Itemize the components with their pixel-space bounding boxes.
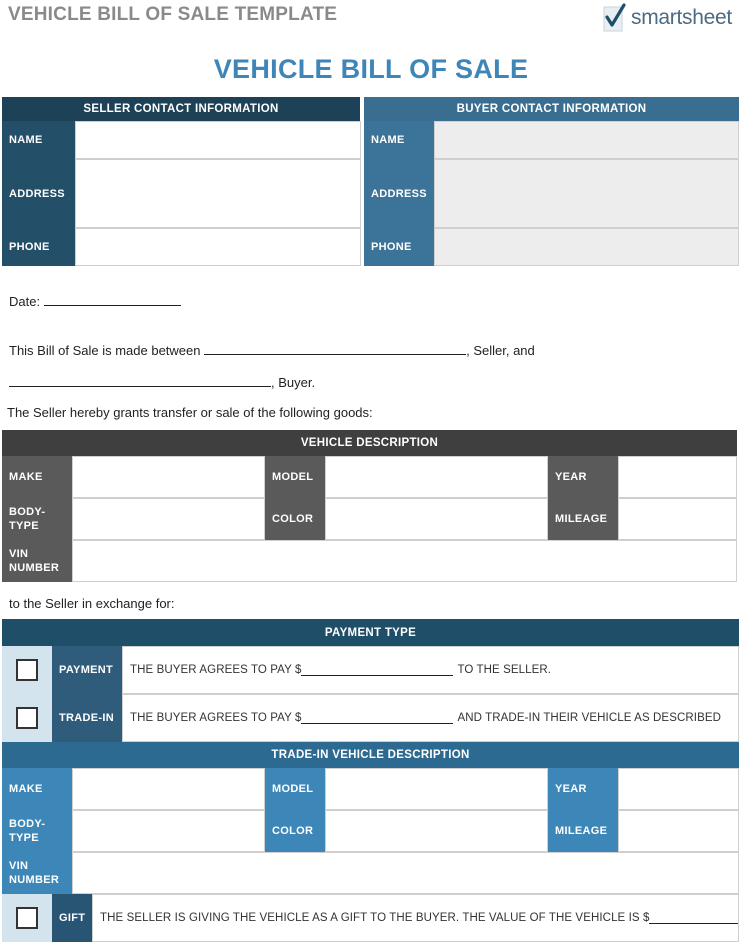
vehicle-year-field[interactable] (618, 456, 737, 498)
vehicle-color-label: COLOR (265, 498, 325, 540)
tradein-body-type-label (2, 810, 72, 852)
buyer-line (9, 374, 315, 390)
buyer-address-field[interactable] (434, 159, 739, 228)
seller-name-label: NAME (2, 121, 75, 159)
tradein-vin-label-line1: VIN (9, 860, 29, 872)
tradein-make-label: MAKE (2, 768, 72, 810)
vehicle-vin-label-line2: NUMBER (9, 562, 60, 574)
vehicle-color-field[interactable] (325, 498, 548, 540)
tradein-body-type-label-line1: BODY- (9, 818, 46, 830)
payment-text-b: TO THE SELLER. (457, 664, 552, 676)
vehicle-make-field[interactable] (72, 456, 265, 498)
seller-name-field[interactable] (75, 121, 361, 159)
vehicle-year-label: YEAR (548, 456, 618, 498)
buyer-name-label: NAME (364, 121, 434, 159)
date-label: Date: (9, 294, 41, 309)
buyer-name-blank[interactable] (9, 374, 271, 387)
payment-checkbox-cell (2, 646, 52, 694)
tradein-text-b: AND TRADE-IN THEIR VEHICLE AS DESCRIBED (457, 712, 722, 724)
tradein-model-label: MODEL (265, 768, 325, 810)
tradein-vin-label-line2: NUMBER (9, 874, 60, 886)
vehicle-vin-field[interactable] (72, 540, 737, 582)
buyer-name-field[interactable] (434, 121, 739, 159)
seller-name-blank[interactable] (204, 342, 466, 355)
tradein-label: TRADE-IN (52, 694, 122, 742)
buyer-address-label: ADDRESS (364, 159, 434, 228)
checkmark-logo-icon (602, 3, 628, 33)
tradein-mileage-label: MILEAGE (548, 810, 618, 852)
payment-text-a: THE BUYER AGREES TO PAY $ (130, 664, 302, 676)
tradein-terms (122, 694, 739, 742)
seller-address-label: ADDRESS (2, 159, 75, 228)
payment-checkbox[interactable] (16, 659, 38, 681)
tradein-vin-field[interactable] (72, 852, 739, 894)
vehicle-section-header: VEHICLE DESCRIPTION (2, 430, 737, 456)
gift-terms (92, 894, 739, 942)
tradein-year-field[interactable] (618, 768, 739, 810)
vehicle-make-label: MAKE (2, 456, 72, 498)
vehicle-body-type-label-line2: TYPE (9, 520, 39, 532)
payment-amount-blank[interactable] (301, 664, 453, 676)
gift-label: GIFT (52, 894, 92, 942)
buyer-phone-label: PHONE (364, 228, 434, 266)
tradein-color-label: COLOR (265, 810, 325, 852)
gift-checkbox-cell (2, 894, 52, 942)
between-line (9, 342, 535, 358)
vehicle-mileage-label: MILEAGE (548, 498, 618, 540)
tradein-make-field[interactable] (72, 768, 265, 810)
date-blank[interactable] (44, 293, 181, 306)
seller-phone-label: PHONE (2, 228, 75, 266)
smartsheet-logo (602, 3, 732, 33)
vehicle-model-label: MODEL (265, 456, 325, 498)
tradein-text-a: THE BUYER AGREES TO PAY $ (130, 712, 302, 724)
gift-text: THE SELLER IS GIVING THE VEHICLE AS A GIFT TO THE BUYER. THE VALUE OF THE VEHICLE IS $ (100, 912, 650, 924)
tradein-vehicle-section-header: TRADE-IN VEHICLE DESCRIPTION (2, 742, 739, 768)
date-line (9, 293, 181, 309)
between-text: This Bill of Sale is made between (9, 343, 201, 358)
seller-and-text: , Seller, and (466, 343, 535, 358)
tradein-amount-blank[interactable] (301, 712, 453, 724)
vehicle-vin-label (2, 540, 72, 582)
gift-value-blank[interactable] (649, 912, 738, 924)
tradein-body-type-label-line2: TYPE (9, 832, 39, 844)
tradein-year-label: YEAR (548, 768, 618, 810)
vehicle-body-type-label (2, 498, 72, 540)
vehicle-mileage-field[interactable] (618, 498, 737, 540)
vehicle-body-type-label-line1: BODY- (9, 506, 46, 518)
vehicle-body-type-field[interactable] (72, 498, 265, 540)
template-title: VEHICLE BILL OF SALE TEMPLATE (8, 4, 338, 25)
buyer-section-header: BUYER CONTACT INFORMATION (364, 97, 739, 121)
seller-phone-field[interactable] (75, 228, 361, 266)
tradein-color-field[interactable] (325, 810, 548, 852)
tradein-checkbox-cell (2, 694, 52, 742)
logo-text: smartsheet (631, 6, 732, 29)
buyer-end-text: , Buyer. (271, 375, 316, 390)
vehicle-model-field[interactable] (325, 456, 548, 498)
vehicle-vin-label-line1: VIN (9, 548, 29, 560)
buyer-phone-field[interactable] (434, 228, 739, 266)
page-title: VEHICLE BILL OF SALE (213, 54, 529, 84)
grants-text: The Seller hereby grants transfer or sale of the following goods: (7, 405, 373, 420)
tradein-model-field[interactable] (325, 768, 548, 810)
tradein-mileage-field[interactable] (618, 810, 739, 852)
gift-checkbox[interactable] (16, 907, 38, 929)
payment-section-header: PAYMENT TYPE (2, 619, 739, 646)
tradein-body-type-field[interactable] (72, 810, 265, 852)
tradein-vin-label (2, 852, 72, 894)
exchange-text: to the Seller in exchange for: (9, 596, 175, 611)
payment-terms (122, 646, 739, 694)
tradein-checkbox[interactable] (16, 707, 38, 729)
seller-section-header: SELLER CONTACT INFORMATION (2, 97, 360, 121)
seller-address-field[interactable] (75, 159, 361, 228)
payment-label: PAYMENT (52, 646, 122, 694)
